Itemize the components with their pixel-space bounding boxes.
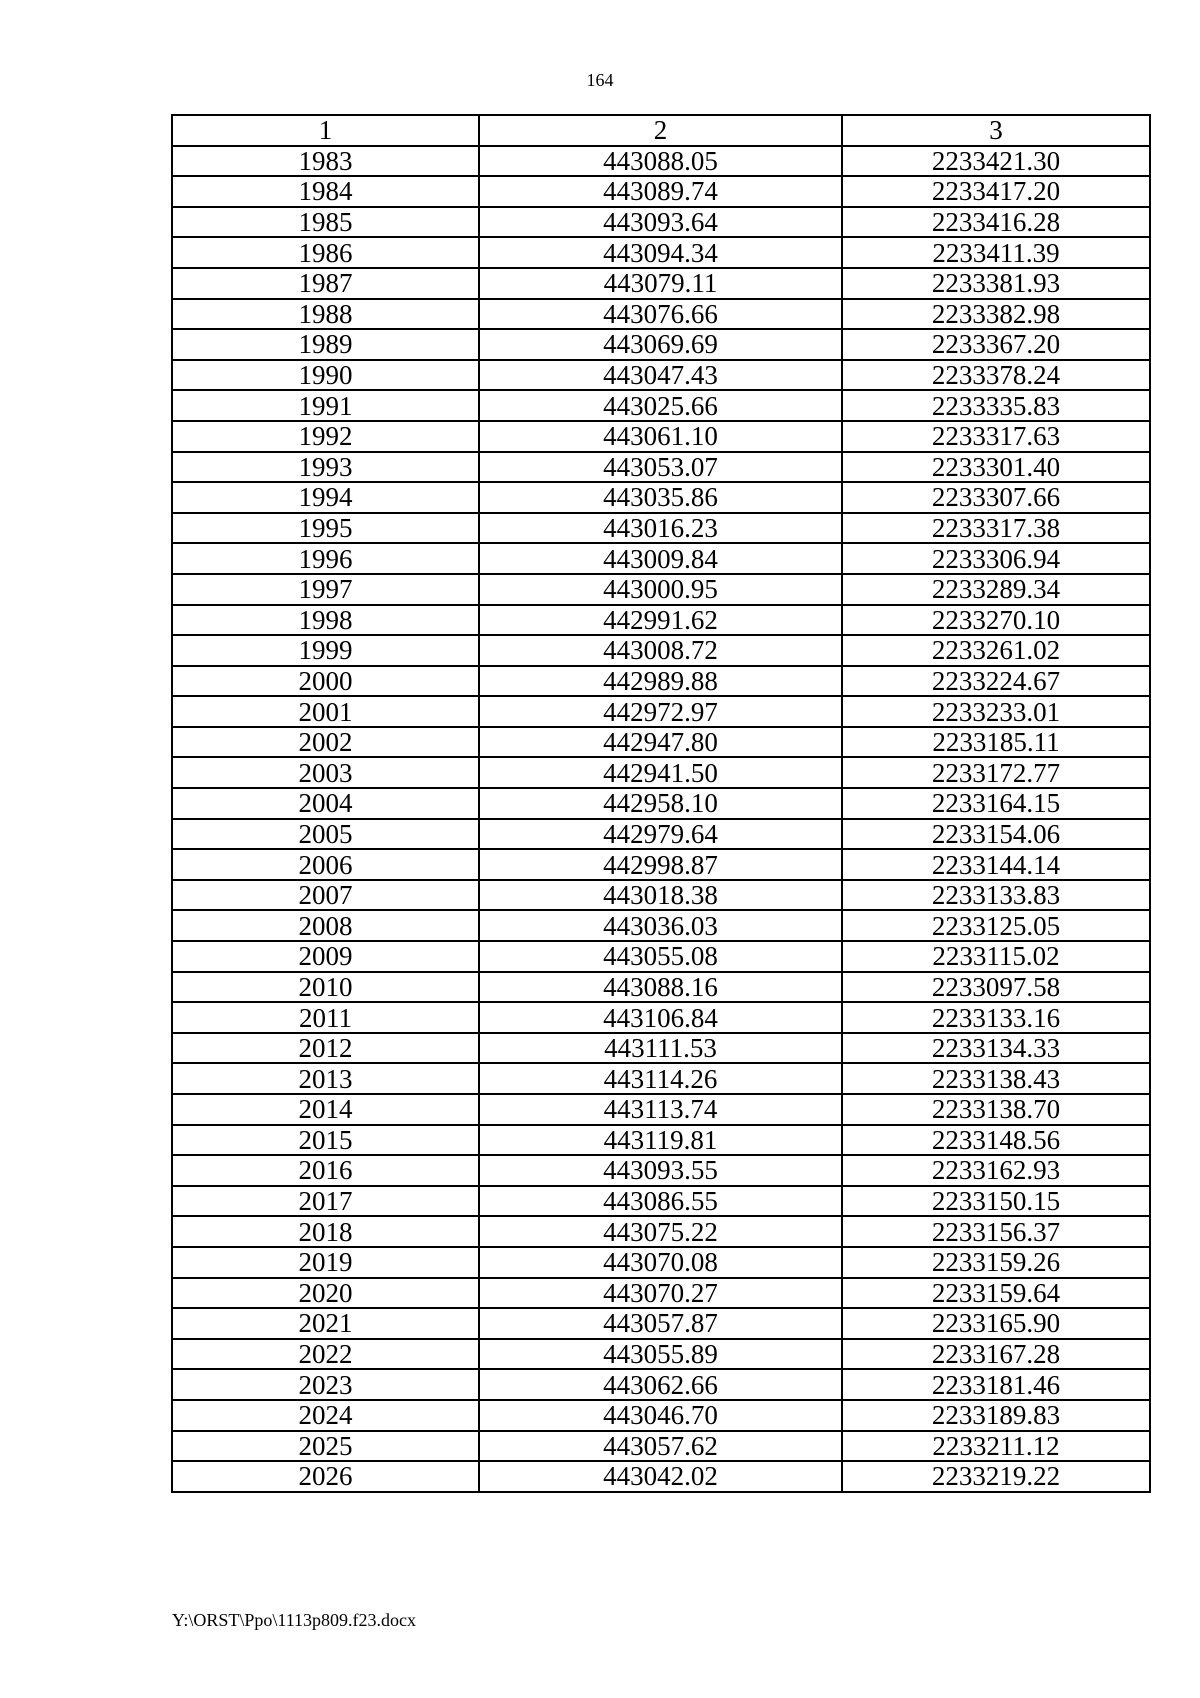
x-coordinate-cell: 443046.70 (479, 1400, 842, 1431)
y-coordinate-cell: 2233154.06 (842, 819, 1150, 850)
x-coordinate-cell: 442958.10 (479, 788, 842, 819)
point-number-cell: 2016 (172, 1155, 479, 1186)
table-row (172, 1369, 1150, 1400)
x-coordinate-cell: 443075.22 (479, 1216, 842, 1247)
x-coordinate-cell: 443070.08 (479, 1247, 842, 1278)
x-coordinate-cell: 442947.80 (479, 727, 842, 758)
x-coordinate-cell: 443093.64 (479, 207, 842, 238)
table-row (172, 1125, 1150, 1156)
x-coordinate-cell: 443113.74 (479, 1094, 842, 1125)
y-coordinate-cell: 2233211.12 (842, 1431, 1150, 1462)
y-coordinate-cell: 2233378.24 (842, 360, 1150, 391)
y-coordinate-cell: 2233417.20 (842, 176, 1150, 207)
point-number-cell: 1996 (172, 543, 479, 574)
y-coordinate-cell: 2233156.37 (842, 1216, 1150, 1247)
x-coordinate-cell: 443069.69 (479, 329, 842, 360)
y-coordinate-cell: 2233289.34 (842, 574, 1150, 605)
table-row (172, 1308, 1150, 1339)
y-coordinate-cell: 2233306.94 (842, 543, 1150, 574)
table-body (172, 146, 1150, 1492)
table-row (172, 1155, 1150, 1186)
point-number-cell: 2000 (172, 666, 479, 697)
column-header-3: 3 (842, 115, 1150, 146)
y-coordinate-cell: 2233233.01 (842, 696, 1150, 727)
y-coordinate-cell: 2233317.63 (842, 421, 1150, 452)
table-row (172, 360, 1150, 391)
x-coordinate-cell: 443035.86 (479, 482, 842, 513)
y-coordinate-cell: 2233224.67 (842, 666, 1150, 697)
point-number-cell: 1991 (172, 390, 479, 421)
table-row (172, 1094, 1150, 1125)
y-coordinate-cell: 2233270.10 (842, 605, 1150, 636)
y-coordinate-cell: 2233421.30 (842, 146, 1150, 177)
point-number-cell: 2007 (172, 880, 479, 911)
x-coordinate-cell: 443036.03 (479, 910, 842, 941)
y-coordinate-cell: 2233416.28 (842, 207, 1150, 238)
table-row (172, 1002, 1150, 1033)
x-coordinate-cell: 443042.02 (479, 1461, 842, 1492)
table-row (172, 1431, 1150, 1462)
page-number: 164 (586, 70, 614, 90)
y-coordinate-cell: 2233185.11 (842, 727, 1150, 758)
point-number-cell: 1984 (172, 176, 479, 207)
x-coordinate-cell: 443025.66 (479, 390, 842, 421)
x-coordinate-cell: 443076.66 (479, 299, 842, 330)
point-number-cell: 1994 (172, 482, 479, 513)
table-row (172, 299, 1150, 330)
x-coordinate-cell: 443016.23 (479, 513, 842, 544)
x-coordinate-cell: 443088.16 (479, 972, 842, 1003)
table-row (172, 605, 1150, 636)
table-row (172, 1186, 1150, 1217)
table-row (172, 574, 1150, 605)
table-header-row (172, 115, 1150, 146)
point-number-cell: 1993 (172, 452, 479, 483)
x-coordinate-cell: 443018.38 (479, 880, 842, 911)
table-row (172, 1247, 1150, 1278)
table-row (172, 819, 1150, 850)
y-coordinate-cell: 2233317.38 (842, 513, 1150, 544)
point-number-cell: 1985 (172, 207, 479, 238)
point-number-cell: 2003 (172, 757, 479, 788)
point-number-cell: 2006 (172, 849, 479, 880)
point-number-cell: 2013 (172, 1063, 479, 1094)
table-row (172, 727, 1150, 758)
table-row (172, 757, 1150, 788)
table-row (172, 237, 1150, 268)
table-row (172, 788, 1150, 819)
y-coordinate-cell: 2233164.15 (842, 788, 1150, 819)
y-coordinate-cell: 2233172.77 (842, 757, 1150, 788)
y-coordinate-cell: 2233159.26 (842, 1247, 1150, 1278)
x-coordinate-cell: 443086.55 (479, 1186, 842, 1217)
y-coordinate-cell: 2233301.40 (842, 452, 1150, 483)
y-coordinate-cell: 2233219.22 (842, 1461, 1150, 1492)
point-number-cell: 2014 (172, 1094, 479, 1125)
point-number-cell: 1987 (172, 268, 479, 299)
point-number-cell: 1997 (172, 574, 479, 605)
table-row (172, 1400, 1150, 1431)
point-number-cell: 1992 (172, 421, 479, 452)
point-number-cell: 2024 (172, 1400, 479, 1431)
point-number-cell: 2022 (172, 1339, 479, 1370)
table-row (172, 329, 1150, 360)
x-coordinate-cell: 443070.27 (479, 1278, 842, 1309)
table-row (172, 910, 1150, 941)
table-row (172, 421, 1150, 452)
point-number-cell: 2018 (172, 1216, 479, 1247)
table-row (172, 1278, 1150, 1309)
point-number-cell: 2005 (172, 819, 479, 850)
point-number-cell: 2019 (172, 1247, 479, 1278)
y-coordinate-cell: 2233307.66 (842, 482, 1150, 513)
point-number-cell: 2020 (172, 1278, 479, 1309)
y-coordinate-cell: 2233125.05 (842, 910, 1150, 941)
y-coordinate-cell: 2233165.90 (842, 1308, 1150, 1339)
coordinates-table (171, 114, 1151, 1493)
table-row (172, 482, 1150, 513)
point-number-cell: 1983 (172, 146, 479, 177)
x-coordinate-cell: 443061.10 (479, 421, 842, 452)
x-coordinate-cell: 443089.74 (479, 176, 842, 207)
x-coordinate-cell: 442972.97 (479, 696, 842, 727)
x-coordinate-cell: 442979.64 (479, 819, 842, 850)
x-coordinate-cell: 442941.50 (479, 757, 842, 788)
x-coordinate-cell: 443008.72 (479, 635, 842, 666)
point-number-cell: 2017 (172, 1186, 479, 1217)
x-coordinate-cell: 443000.95 (479, 574, 842, 605)
table-row (172, 452, 1150, 483)
table-row (172, 1339, 1150, 1370)
table-row (172, 972, 1150, 1003)
y-coordinate-cell: 2233411.39 (842, 237, 1150, 268)
y-coordinate-cell: 2233189.83 (842, 1400, 1150, 1431)
table-row (172, 1063, 1150, 1094)
table-row (172, 941, 1150, 972)
point-number-cell: 2021 (172, 1308, 479, 1339)
table-row (172, 849, 1150, 880)
x-coordinate-cell: 443057.87 (479, 1308, 842, 1339)
y-coordinate-cell: 2233150.15 (842, 1186, 1150, 1217)
y-coordinate-cell: 2233138.43 (842, 1063, 1150, 1094)
point-number-cell: 1998 (172, 605, 479, 636)
table-row (172, 880, 1150, 911)
table-row (172, 390, 1150, 421)
x-coordinate-cell: 443062.66 (479, 1369, 842, 1400)
y-coordinate-cell: 2233381.93 (842, 268, 1150, 299)
x-coordinate-cell: 442989.88 (479, 666, 842, 697)
point-number-cell: 2009 (172, 941, 479, 972)
table-row (172, 1216, 1150, 1247)
y-coordinate-cell: 2233367.20 (842, 329, 1150, 360)
y-coordinate-cell: 2233382.98 (842, 299, 1150, 330)
point-number-cell: 2011 (172, 1002, 479, 1033)
point-number-cell: 1986 (172, 237, 479, 268)
x-coordinate-cell: 443114.26 (479, 1063, 842, 1094)
y-coordinate-cell: 2233134.33 (842, 1033, 1150, 1064)
x-coordinate-cell: 442991.62 (479, 605, 842, 636)
x-coordinate-cell: 443111.53 (479, 1033, 842, 1064)
point-number-cell: 2004 (172, 788, 479, 819)
point-number-cell: 1999 (172, 635, 479, 666)
footer-file-path: Y:\ORST\Ppo\1113p809.f23.docx (172, 1610, 417, 1630)
y-coordinate-cell: 2233148.56 (842, 1125, 1150, 1156)
x-coordinate-cell: 443009.84 (479, 543, 842, 574)
x-coordinate-cell: 443119.81 (479, 1125, 842, 1156)
point-number-cell: 2025 (172, 1431, 479, 1462)
y-coordinate-cell: 2233138.70 (842, 1094, 1150, 1125)
table-row (172, 666, 1150, 697)
x-coordinate-cell: 443079.11 (479, 268, 842, 299)
y-coordinate-cell: 2233162.93 (842, 1155, 1150, 1186)
x-coordinate-cell: 443055.89 (479, 1339, 842, 1370)
point-number-cell: 2023 (172, 1369, 479, 1400)
y-coordinate-cell: 2233144.14 (842, 849, 1150, 880)
point-number-cell: 2010 (172, 972, 479, 1003)
y-coordinate-cell: 2233133.83 (842, 880, 1150, 911)
x-coordinate-cell: 443053.07 (479, 452, 842, 483)
y-coordinate-cell: 2233167.28 (842, 1339, 1150, 1370)
point-number-cell: 2002 (172, 727, 479, 758)
table-row (172, 1033, 1150, 1064)
y-coordinate-cell: 2233181.46 (842, 1369, 1150, 1400)
x-coordinate-cell: 443057.62 (479, 1431, 842, 1462)
x-coordinate-cell: 443106.84 (479, 1002, 842, 1033)
table-row (172, 696, 1150, 727)
point-number-cell: 1989 (172, 329, 479, 360)
point-number-cell: 2001 (172, 696, 479, 727)
y-coordinate-cell: 2233115.02 (842, 941, 1150, 972)
x-coordinate-cell: 443055.08 (479, 941, 842, 972)
table-row (172, 268, 1150, 299)
point-number-cell: 2012 (172, 1033, 479, 1064)
y-coordinate-cell: 2233097.58 (842, 972, 1150, 1003)
table-row (172, 543, 1150, 574)
table-row (172, 176, 1150, 207)
point-number-cell: 2008 (172, 910, 479, 941)
table-row (172, 513, 1150, 544)
x-coordinate-cell: 443093.55 (479, 1155, 842, 1186)
table-row (172, 207, 1150, 238)
table-row (172, 146, 1150, 177)
table-row (172, 635, 1150, 666)
y-coordinate-cell: 2233133.16 (842, 1002, 1150, 1033)
y-coordinate-cell: 2233159.64 (842, 1278, 1150, 1309)
point-number-cell: 1988 (172, 299, 479, 330)
x-coordinate-cell: 443088.05 (479, 146, 842, 177)
column-header-2: 2 (479, 115, 842, 146)
point-number-cell: 2015 (172, 1125, 479, 1156)
x-coordinate-cell: 442998.87 (479, 849, 842, 880)
point-number-cell: 2026 (172, 1461, 479, 1492)
table-row (172, 1461, 1150, 1492)
x-coordinate-cell: 443047.43 (479, 360, 842, 391)
y-coordinate-cell: 2233335.83 (842, 390, 1150, 421)
point-number-cell: 1995 (172, 513, 479, 544)
x-coordinate-cell: 443094.34 (479, 237, 842, 268)
column-header-1: 1 (172, 115, 479, 146)
y-coordinate-cell: 2233261.02 (842, 635, 1150, 666)
point-number-cell: 1990 (172, 360, 479, 391)
